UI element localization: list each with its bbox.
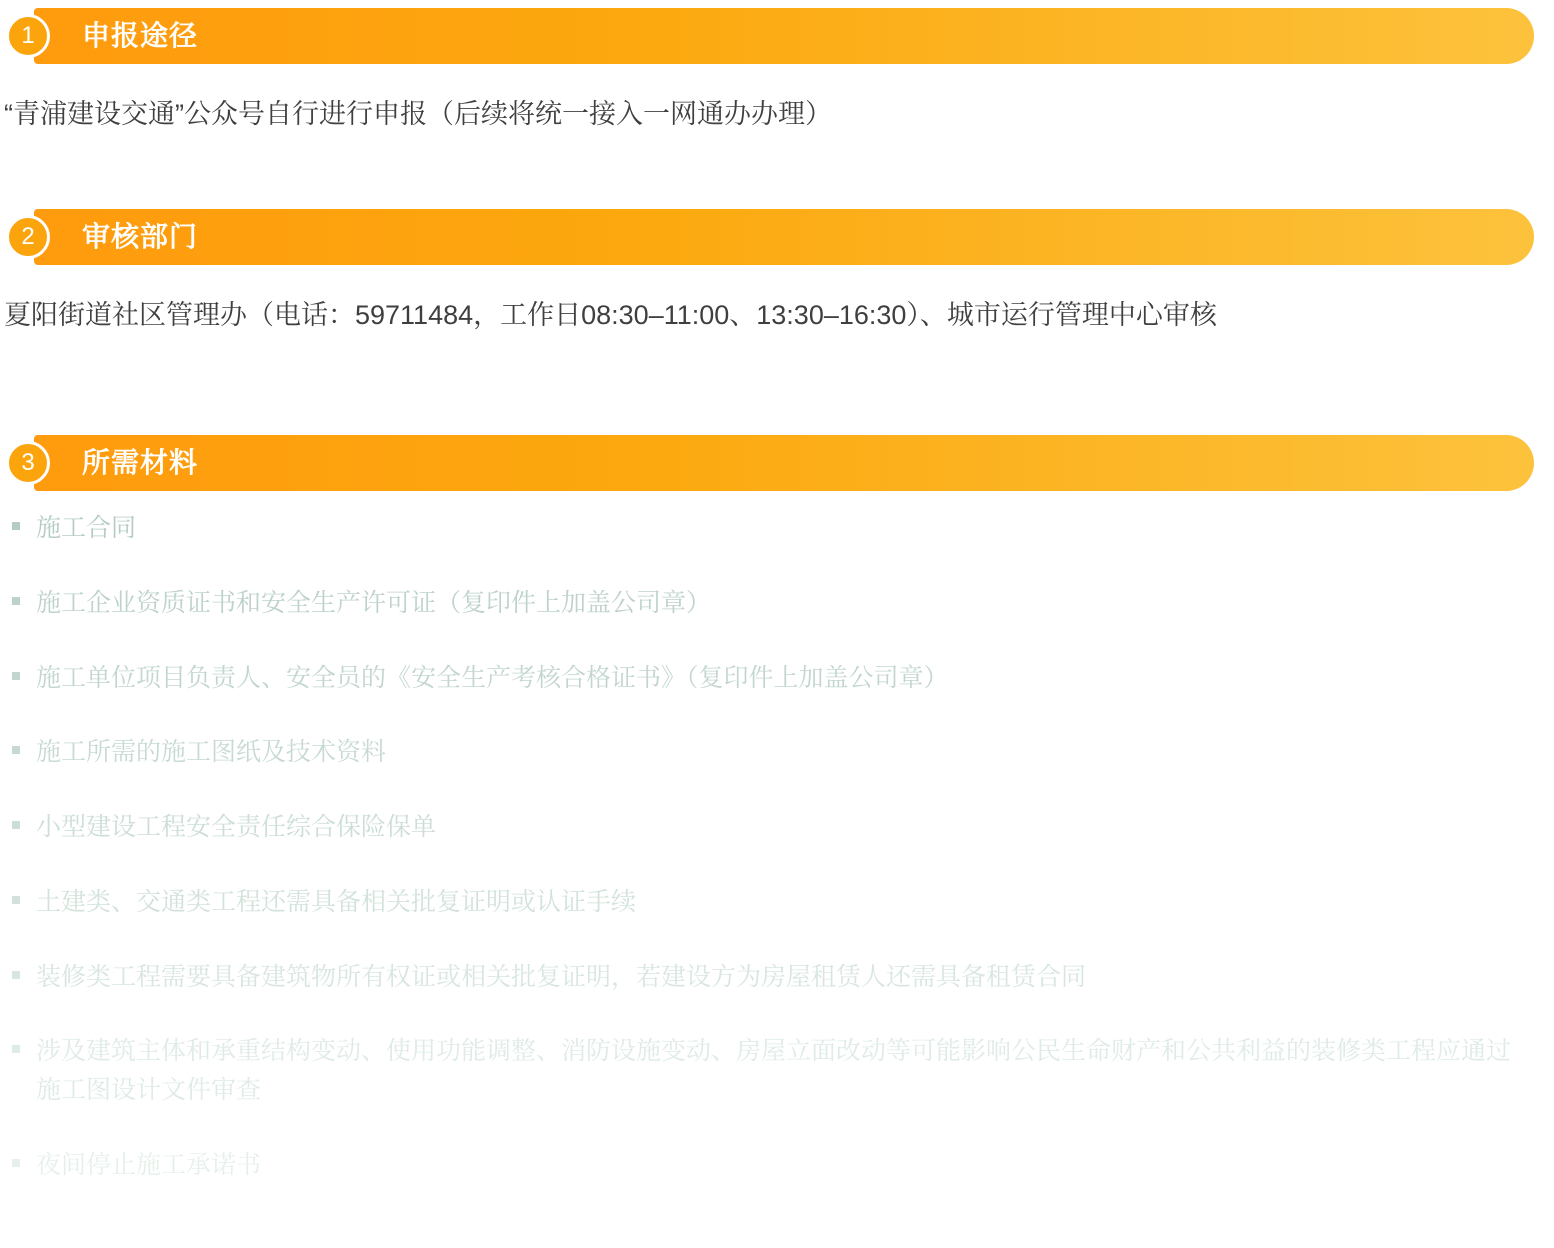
list-item: 涉及建筑主体和承重结构变动、使用功能调整、消防设施变动、房屋立面改动等可能影响公民生命财产和公共利益的装修类工程应通过施工图设计文件审查: [4, 1032, 1524, 1110]
list-item: 土建类、交通类工程还需具备相关批复证明或认证手续: [4, 883, 1524, 922]
section-body-1: “青浦建设交通”公众号自行进行申报（后续将统一接入一网通办办理）: [4, 99, 832, 129]
section-number-badge-2: 2: [6, 215, 50, 259]
section-title-2: 审核部门: [82, 220, 199, 252]
section-header-2: [0, 209, 1554, 265]
list-item: 施工企业资质证书和安全生产许可证（复印件上加盖公司章）: [4, 584, 1524, 623]
section-header-1: [0, 8, 1554, 64]
section-title-3: 所需材料: [82, 447, 199, 478]
list-item: 施工合同: [4, 509, 1524, 548]
list-item: 施工单位项目负责人、安全员的《安全生产考核合格证书》（复印件上加盖公司章）: [4, 659, 1524, 698]
section-header-bar-3: [34, 435, 1534, 491]
section-number-badge-3: 3: [6, 441, 50, 485]
section-number-badge-1: 1: [6, 14, 50, 58]
spacer-1: [0, 161, 1554, 201]
list-item: 装修类工程需要具备建筑物所有权证或相关批复证明，若建设方为房屋租赁人还需具备租赁合同: [4, 958, 1524, 997]
section-title-1: 申报途径: [82, 20, 199, 51]
section-header-bar-2: [34, 209, 1534, 265]
section-header-bar-1: [34, 8, 1534, 64]
list-item: 小型建设工程安全责任综合保险保单: [4, 808, 1524, 847]
list-item: 施工所需的施工图纸及技术资料: [4, 733, 1524, 772]
document-page: [0, 8, 1554, 1185]
spacer-2: [0, 361, 1554, 427]
section-header-3: [0, 435, 1554, 491]
section-body-2: 夏阳街道社区管理办（电话：59711484，工作日08:30–11:00、13:30–16:30）、城市运行管理中心审核: [4, 299, 1217, 330]
list-item: 夜间停止施工承诺书: [4, 1146, 1524, 1185]
required-materials-list: [0, 491, 1554, 1185]
